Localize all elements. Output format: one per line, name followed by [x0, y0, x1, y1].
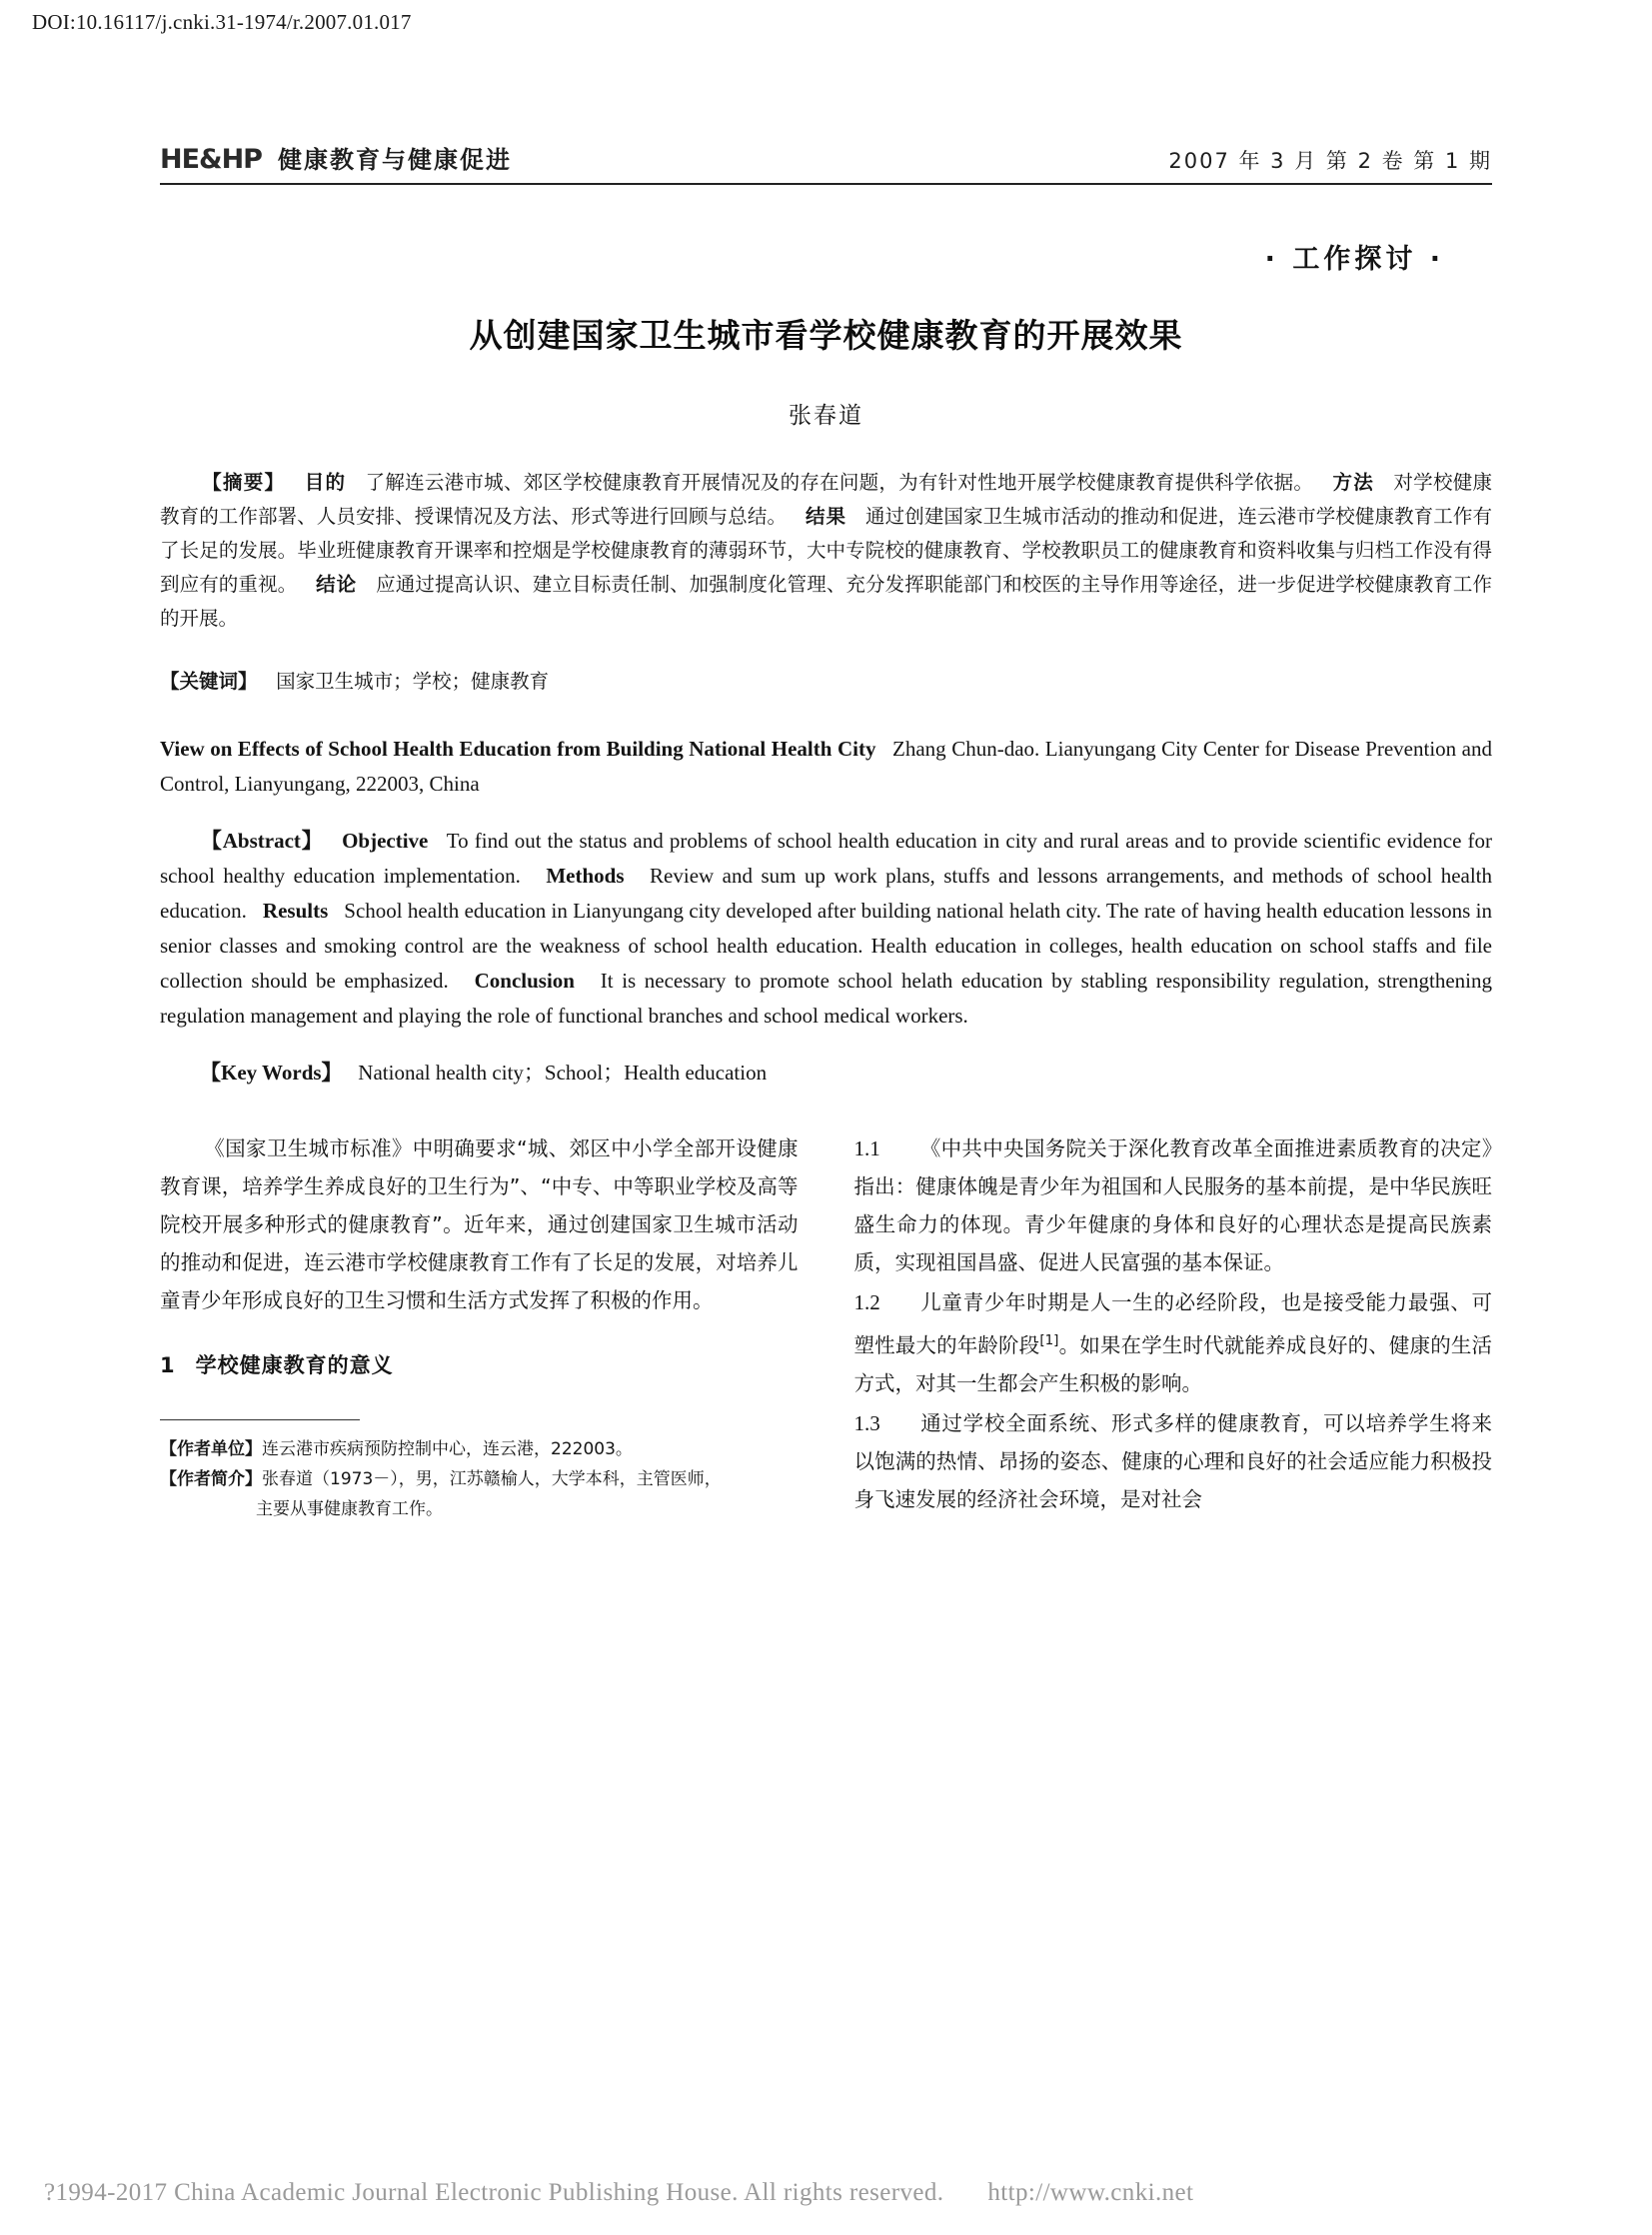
abstract-en-conclusion-label: Conclusion — [474, 969, 575, 993]
footnote-bio-text-2: 主要从事健康教育工作。 — [256, 1499, 443, 1519]
journal-title-cn: 健康教育与健康促进 — [277, 146, 512, 174]
left-column — [160, 1129, 799, 1524]
abstract-cn-objective-text: 了解连云港市城、郊区学校健康教育开展情况及的存在问题，为有针对性地开展学校健康教育提供科学依据。 — [365, 471, 1314, 494]
numbered-paragraph — [854, 1283, 1493, 1402]
abstract-en-results-label: Results — [262, 899, 329, 923]
section-mark: · 工作探讨 · — [1264, 244, 1444, 275]
running-head-left — [160, 140, 512, 175]
running-head — [160, 140, 1492, 185]
keywords-en-label: 【Key Words】 — [200, 1061, 343, 1085]
section-heading-1-text: 学校健康教育的意义 — [195, 1353, 394, 1377]
footnote-affiliation-text: 连云港市疾病预防控制中心，连云港，222003。 — [262, 1439, 633, 1459]
page-title: 从创建国家卫生城市看学校健康教育的开展效果 — [469, 316, 1183, 355]
paragraph-text: 通过学校全面系统、形式多样的健康教育，可以培养学生将来以饱满的热情、昂扬的姿态、健康的心理和良好的社会适应能力积极投身飞速发展的经济社会环境，是对社会 — [853, 1410, 1492, 1511]
title-en: View on Effects of School Health Education from Building National Health City — [160, 737, 876, 761]
abstract-en-objective-label: Objective — [342, 829, 429, 853]
paragraph-number: 1.2 — [853, 1290, 880, 1314]
keywords-en — [160, 1056, 1492, 1090]
article-content — [160, 140, 1492, 1524]
abstract-cn-label: 【摘要】 — [202, 471, 286, 494]
abstract-en — [160, 824, 1492, 1034]
footnote-bio — [160, 1464, 799, 1524]
abstract-en-methods-label: Methods — [546, 864, 625, 888]
footnotes — [160, 1434, 799, 1524]
right-column — [854, 1129, 1493, 1524]
abstract-cn-results-label: 结果 — [805, 505, 847, 528]
section-heading-1-number: 1 — [160, 1353, 176, 1377]
reference-marker: [1] — [1039, 1332, 1059, 1348]
doi-line: DOI:10.16117/j.cnki.31-1974/r.2007.01.017 — [32, 10, 412, 34]
two-column-body — [160, 1129, 1492, 1524]
abstract-cn-methods-label: 方法 — [1332, 471, 1375, 494]
numbered-paragraph — [854, 1129, 1493, 1281]
copyright-url: http://www.cnki.net — [987, 2179, 1194, 2206]
abstract-cn-objective-label: 目的 — [304, 471, 347, 494]
section-heading-1 — [160, 1349, 799, 1379]
paragraph-number: 1.3 — [853, 1410, 880, 1435]
left-column-intro — [160, 1129, 799, 1319]
journal-logo: HE&HP — [160, 144, 262, 175]
intro-paragraph: 《国家卫生城市标准》中明确要求“城、郊区中小学全部开设健康教育课，培养学生养成良好的卫生行为”、“中专、中等职业学校及高等院校开展多种形式的健康教育”。近年来，通过创建国家卫生城市活动的推动和促进，连云港市学校健康教育工作有了长足的发展，对培养儿童青少年形成良好的卫生习惯和生活方式发挥了积极的作用。 — [160, 1136, 799, 1312]
abstract-cn-conclusion-text: 应通过提高认识、建立目标责任制、加强制度化管理、充分发挥职能部门和校医的主导作用等途径，进一步促进学校健康教育工作的开展。 — [160, 573, 1492, 630]
paragraph-text: 儿童青少年时期是人一生的必经阶段，也是接受能力最强、可塑性最大的年龄阶段 — [853, 1290, 1492, 1357]
issue-info: 2007 年 3 月 第 2 卷 第 1 期 — [1168, 149, 1492, 173]
keywords-en-text: National health city；School；Health education — [358, 1061, 768, 1085]
abstract-cn-results-text: 通过创建国家卫生城市活动的推动和促进，连云港市学校健康教育工作有了长足的发展。毕业班健康教育开课率和控烟是学校健康教育的薄弱环节，大中专院校的健康教育、学校教职员工的健康教育和资料收集与归档工作没有得到应有的重视。 — [160, 505, 1492, 596]
copyright-text: ?1994-2017 China Academic Journal Electronic Publishing House. All rights reserved. — [44, 2179, 944, 2206]
footnote-affiliation-label: 【作者单位】 — [160, 1439, 262, 1459]
english-title-block — [160, 732, 1492, 802]
footnote-bio-text: 张春道（1973－），男，江苏赣榆人，大学本科，主管医师， — [262, 1469, 722, 1489]
paragraph-number: 1.1 — [853, 1136, 880, 1160]
affiliation-en: Zhang Chun-dao. Lianyungang City Center for Disease Prevention and Control, Lianyungang, 222003, China — [160, 737, 1492, 796]
keywords-cn-label: 【关键词】 — [160, 670, 258, 693]
footnote-affiliation — [160, 1434, 799, 1464]
abstract-en-label: 【Abstract】 — [200, 829, 324, 853]
copyright-footer — [44, 2179, 1608, 2207]
abstract-en-conclusion-text: It is necessary to promote school helath education by stabling responsibility regulation, strengthening regulation management and playing the role of functional branches and school medical workers. — [160, 969, 1492, 1028]
keywords-cn-text: 国家卫生城市；学校；健康教育 — [276, 670, 550, 693]
numbered-paragraph — [854, 1404, 1493, 1518]
abstract-en-results-text: School health education in Lianyungang city developed after building national helath city. The rate of having health education lessons in senior classes and smoking control are the weakness of school health education. Health education in colleges, health education on school staffs and file collection should be emphasized. — [160, 899, 1493, 993]
abstract-en-objective-text: To find out the status and problems of school health education in city and rural areas and to provide scientific evidence for school healthy education implementation. — [160, 829, 1492, 888]
footnote-divider — [160, 1419, 360, 1420]
abstract-en-methods-text: Review and sum up work plans, stuffs and lessons arrangements, and methods of school health education. — [160, 864, 1493, 923]
footnote-bio-label: 【作者简介】 — [160, 1469, 262, 1489]
paragraph-text: 《中共中央国务院关于深化教育改革全面推进素质教育的决定》指出：健康体魄是青少年为祖国和人民服务的基本前提，是中华民族旺盛生命力的体现。青少年健康的身体和良好的心理状态是提高民族素质，实现祖国昌盛、促进人民富强的基本保证。 — [853, 1136, 1492, 1274]
abstract-cn-methods-text: 对学校健康教育的工作部署、人员安排、授课情况及方法、形式等进行回顾与总结。 — [160, 471, 1492, 528]
author-name: 张春道 — [789, 403, 863, 429]
keywords-cn — [160, 666, 1492, 698]
abstract-cn — [160, 466, 1492, 636]
paragraph-text-continued: 。如果在学生时代就能养成良好的、健康的生活方式，对其一生都会产生积极的影响。 — [853, 1332, 1493, 1395]
abstract-cn-conclusion-label: 结论 — [316, 573, 358, 596]
right-column-body — [854, 1129, 1493, 1518]
